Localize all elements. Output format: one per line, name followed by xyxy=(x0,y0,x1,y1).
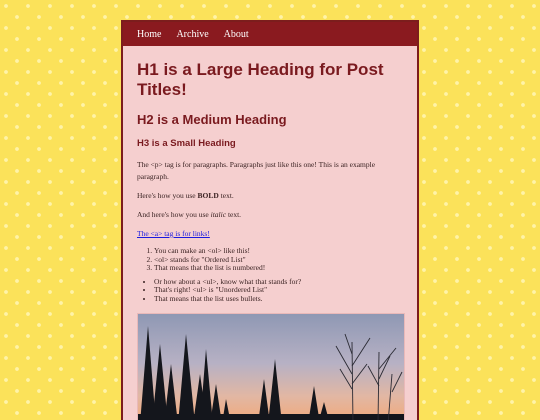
nav-archive-link[interactable]: Archive xyxy=(176,28,209,40)
unordered-list-item: • That's right! <ul> is "Unordered List" xyxy=(154,286,403,295)
unordered-list xyxy=(137,278,403,304)
italic-word: italic xyxy=(210,210,227,219)
unordered-list-item: • That means that the list uses bullets. xyxy=(154,295,403,304)
example-link[interactable]: The <a> tag is for links! xyxy=(137,229,210,238)
post-content xyxy=(123,46,417,420)
paragraph-bold xyxy=(137,190,403,202)
nav-home-link[interactable]: Home xyxy=(137,28,162,40)
medium-heading: H2 is a Medium Heading xyxy=(137,112,287,127)
nav-bar xyxy=(123,22,417,46)
sunset-forest-photo xyxy=(137,313,405,420)
ordered-list-item: 3. That means that the list is numbered! xyxy=(154,264,403,273)
bold-after-text: text. xyxy=(218,191,234,200)
bold-before-text: Here's how you use xyxy=(137,191,198,200)
italic-before-text: And here's how you use xyxy=(137,210,211,219)
sunset-forest-image xyxy=(138,314,404,420)
paragraph-link xyxy=(137,228,403,240)
ordered-list-item: 2. <ol> stands for "Ordered List" xyxy=(154,256,403,265)
nav-about-link[interactable]: About xyxy=(223,28,249,40)
page-container xyxy=(121,20,419,420)
ordered-list-item: 1. You can make an <ol> like this! xyxy=(154,247,403,256)
italic-after-text: text. xyxy=(226,210,242,219)
post-title: H1 is a Large Heading for Post Titles! xyxy=(137,60,384,99)
paragraph-italic xyxy=(137,209,403,221)
bold-word: BOLD xyxy=(197,191,219,200)
unordered-list-item: • Or how about a <ul>, know what that stands for? xyxy=(154,278,403,287)
small-heading: H3 is a Small Heading xyxy=(137,138,236,149)
paragraph-p-tag: The <p> tag is for paragraphs. Paragraphs just like this one! This is an example paragraph. xyxy=(137,160,376,181)
ordered-list xyxy=(137,247,403,273)
